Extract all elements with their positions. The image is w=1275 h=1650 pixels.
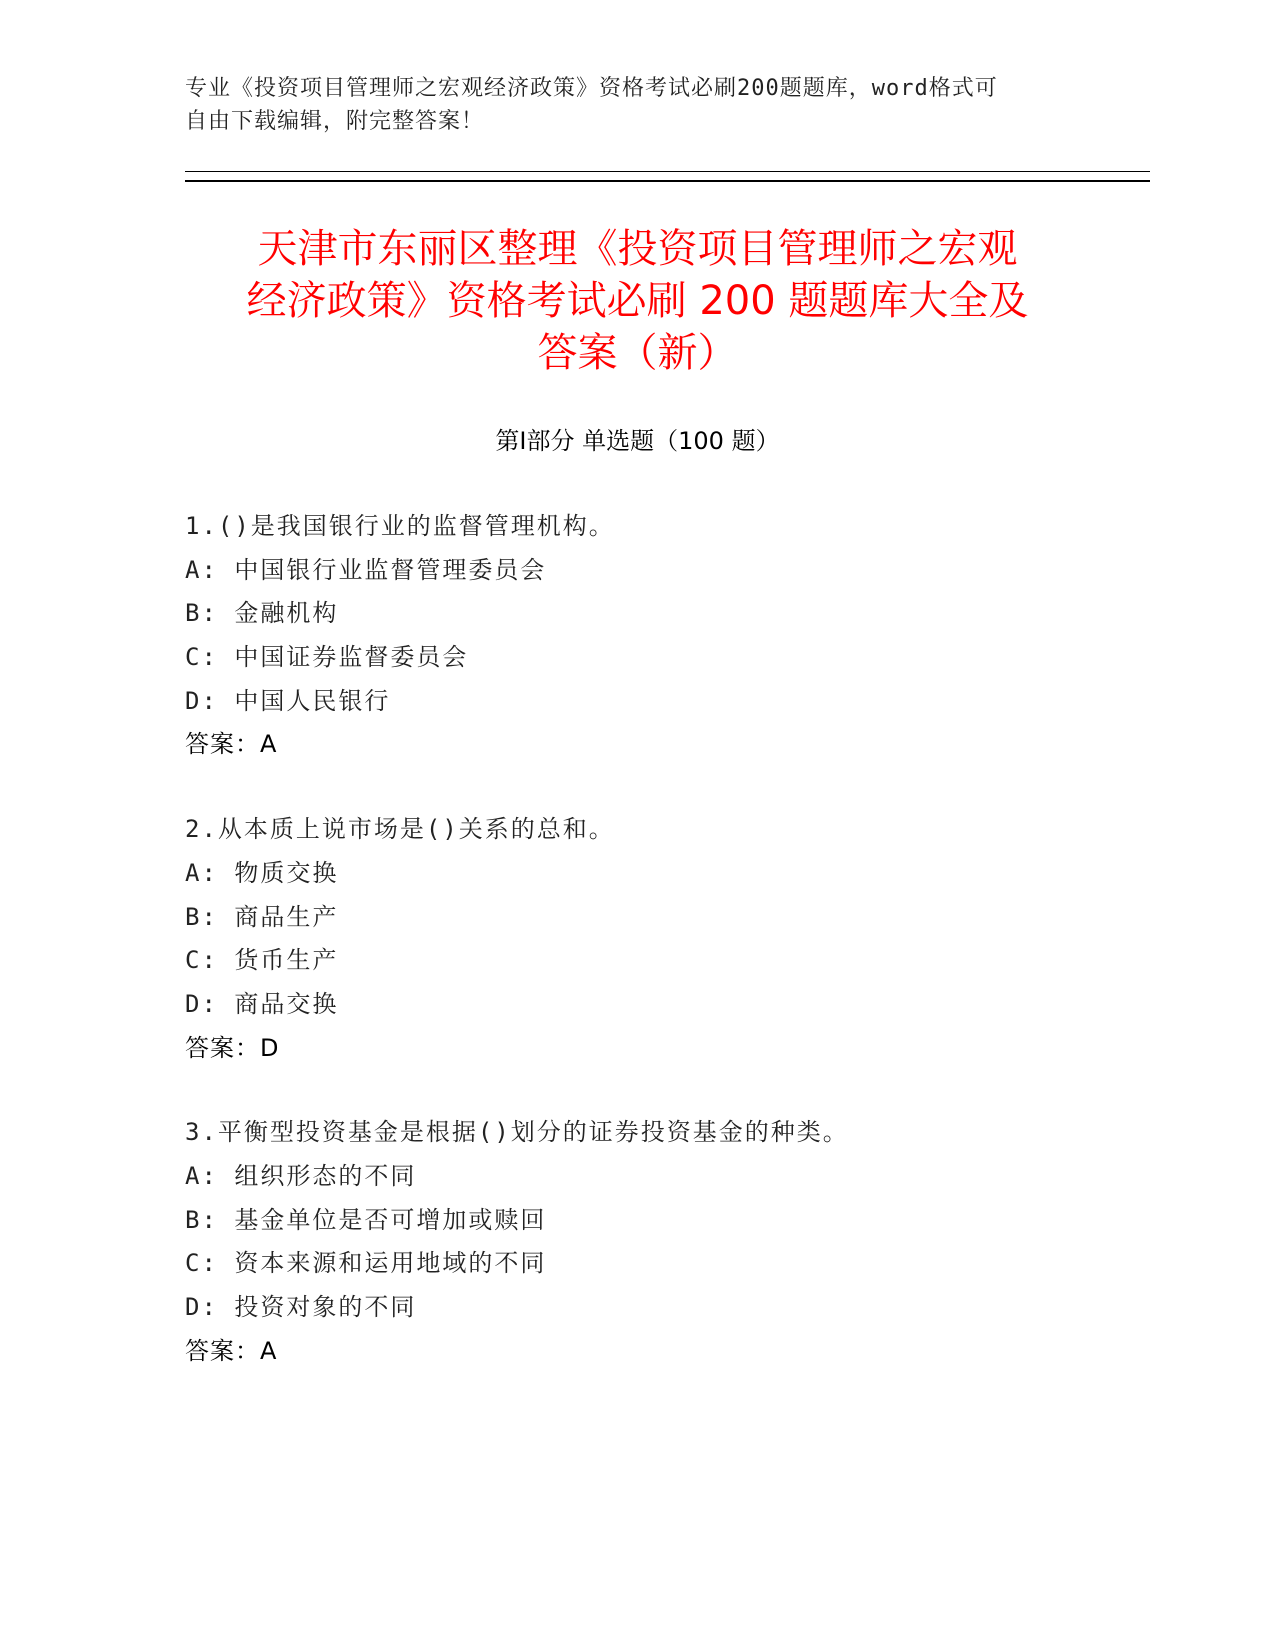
header-divider-thin bbox=[185, 171, 1150, 172]
question-stem: 2.从本质上说市场是()关系的总和。 bbox=[185, 815, 615, 844]
question-stem: 1.()是我国银行业的监督管理机构。 bbox=[185, 512, 615, 540]
answer: 答案：A bbox=[185, 1336, 278, 1365]
question-stem: 3.平衡型投资基金是根据()划分的证券投资基金的种类。 bbox=[185, 1118, 849, 1147]
option-b: B: 金融机构 bbox=[185, 599, 339, 628]
option-c: C: 中国证券监督委员会 bbox=[185, 643, 469, 672]
option-b: B: 商品生产 bbox=[185, 902, 339, 931]
question-item bbox=[185, 808, 1090, 1070]
option-c: C: 资本来源和运用地域的不同 bbox=[185, 1249, 547, 1278]
answer: 答案：D bbox=[185, 1033, 280, 1062]
question-list bbox=[185, 505, 1090, 1414]
document-title-line-1: 天津市东丽区整理《投资项目管理师之宏观 bbox=[257, 226, 1018, 272]
option-d: D: 商品交换 bbox=[185, 989, 339, 1018]
document-title bbox=[185, 223, 1090, 379]
question-item bbox=[185, 1111, 1090, 1373]
header-note-line-2: 自由下载编辑，附完整答案！ bbox=[185, 109, 485, 134]
option-c: C: 货币生产 bbox=[185, 946, 339, 975]
option-a: A: 物质交换 bbox=[185, 858, 339, 887]
answer: 答案：A bbox=[185, 730, 278, 759]
option-a: A: 中国银行业监督管理委员会 bbox=[185, 555, 547, 584]
document-title-line-3: 答案（新） bbox=[537, 330, 738, 376]
option-d: D: 投资对象的不同 bbox=[185, 1293, 417, 1321]
header-note-line-1: 专业《投资项目管理师之宏观经济政策》资格考试必刷200题题库，word格式可 bbox=[185, 76, 998, 101]
question-item bbox=[185, 505, 1090, 767]
option-d: D: 中国人民银行 bbox=[185, 686, 391, 715]
header-note bbox=[185, 72, 1065, 138]
section-title: 第Ⅰ部分 单选题（100 题） bbox=[495, 427, 780, 455]
header-divider-thick bbox=[185, 180, 1150, 182]
option-a: A: 组织形态的不同 bbox=[185, 1161, 417, 1190]
document-title-line-2: 经济政策》资格考试必刷 200 题题库大全及 bbox=[246, 278, 1029, 324]
option-b: B: 基金单位是否可增加或赎回 bbox=[185, 1205, 547, 1234]
